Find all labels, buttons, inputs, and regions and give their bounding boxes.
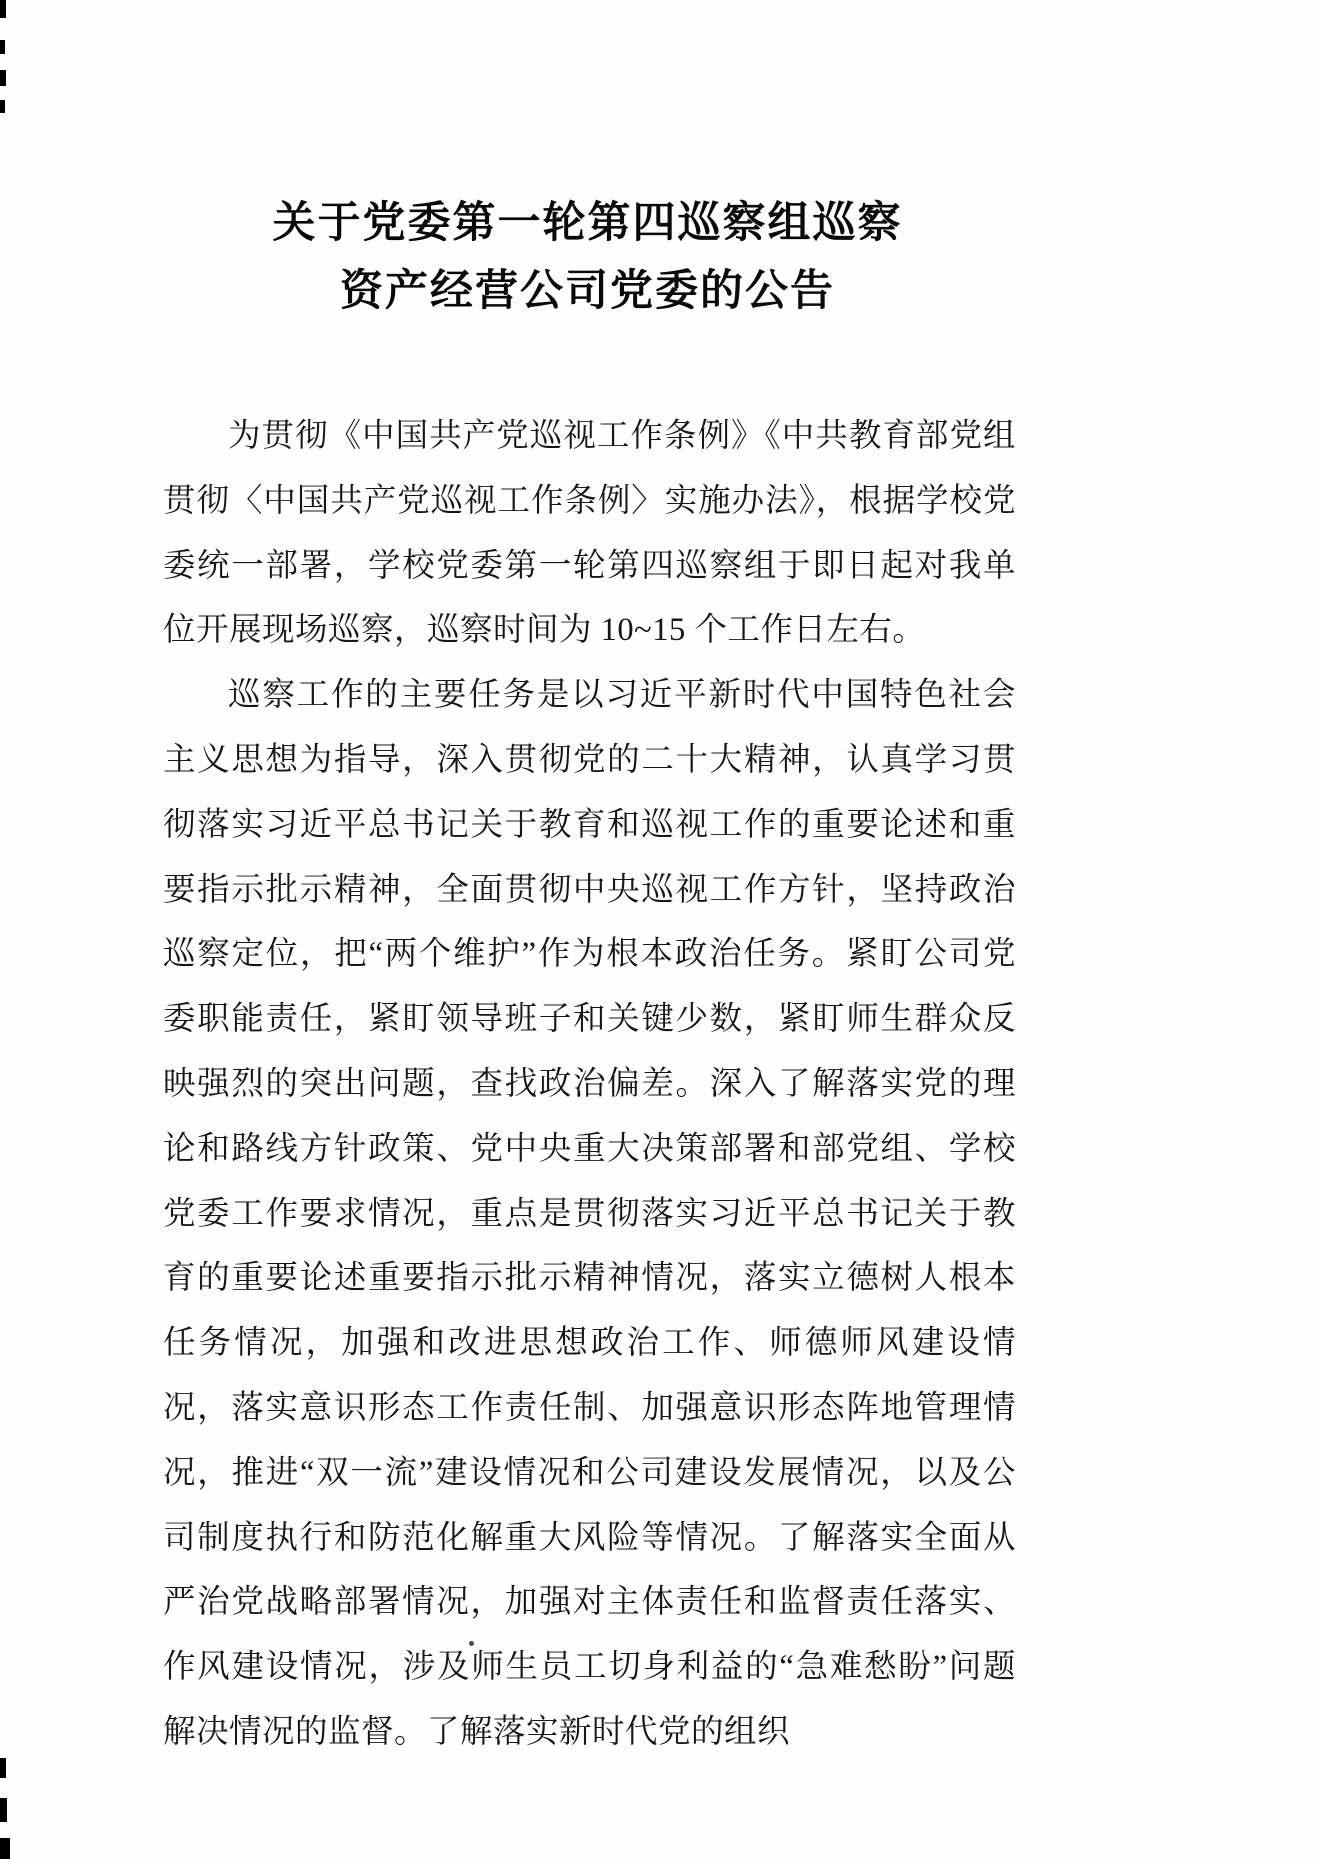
title-line-2: 资产经营公司党委的公告 [340,268,835,315]
scan-artifact [0,1838,10,1859]
scan-artifact [0,1798,7,1822]
document-title [160,190,1015,326]
scan-artifact [0,100,5,113]
document-body [163,404,1016,1765]
scan-artifact [0,40,5,54]
scan-artifact [0,70,6,86]
title-line-1: 关于党委第一轮第四巡察组巡察 [272,200,903,247]
paragraph-1: 为贯彻《中国共产党巡视工作条例》《中共教育部党组贯彻〈中国共产党巡视工作条例〉实施办法》，根据学校党委统一部署，学校党委第一轮第四巡察组于即日起对我单位开展现场巡察，巡察时间为 10~15 个工作日左右。 [163,418,1016,649]
scan-artifact [0,0,6,18]
scan-artifact [0,1758,6,1778]
paragraph-2: 巡察工作的主要任务是以习近平新时代中国特色社会主义思想为指导，深入贯彻党的二十大精神，认真学习贯彻落实习近平总书记关于教育和巡视工作的重要论述和重要指示批示精神，全面贯彻中央巡视工作方针，坚持政治巡察定位，把“两个维护”作为根本政治任务。紧盯公司党委职能责任，紧盯领导班子和关键少数，紧盯师生群众反映强烈的突出问题，查找政治偏差。深入了解落实党的理论和路线方针政策、党中央重大决策部署和部党组、学校党委工作要求情况，重点是贯彻落实习近平总书记关于教育的重要论述重要指示批示精神情况，落实立德树人根本任务情况，加强和改进思想政治工作、师德师风建设情况，落实意识形态工作责任制、加强意识形态阵地管理情况，推进“双一流”建设情况和公司建设发展情况，以及公司制度执行和防范化解重大风险等情况。了解落实全面从严治党战略部署情况，加强对主体责任和监督责任落实、作风建设情况，涉及师生员工切身利益的“急难愁盼”问题解决情况的监督。了解落实新时代党的组织 [163,677,1016,1750]
